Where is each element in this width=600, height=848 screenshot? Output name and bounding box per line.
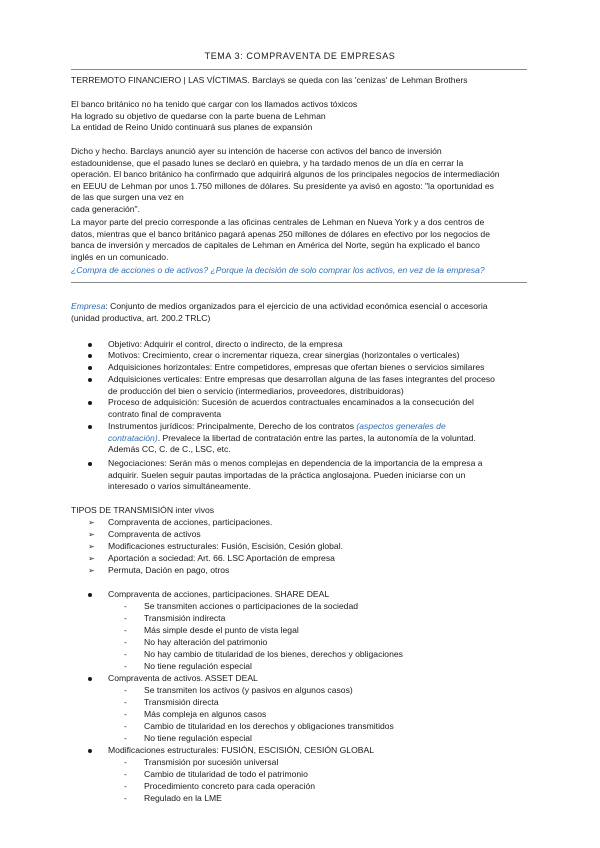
list-item: Negociaciones: Serán más o menos complejas en dependencia de la importancia de la empresa a adquirir. Suelen seguir pautas importadas de la práctica anglosajona. Pueden iniciarse con un interesado o varios simultáneamente. [88,458,528,493]
bullet-icon [88,378,92,382]
dash-icon: - [124,625,127,635]
news-paragraph-2 [71,217,527,263]
sub-item: - Más compleja en algunos casos [124,709,267,719]
dash-icon: - [124,601,127,611]
text-line: Dicho y hecho. Barclays anunció ayer su intención de hacerse con activos del banco de inversión [71,146,442,156]
list-item: Compraventa de acciones, participaciones. SHARE DEAL [88,589,528,601]
arrow-icon: ➢ [88,530,95,539]
sub-item: - Regulado en la LME [124,793,222,803]
sub-item: - Procedimiento concreto para cada operación [124,781,316,791]
section-heading: TIPOS DE TRANSMISIÓN inter vivos [71,505,215,515]
text-line: en EEUU de Lehman por unos 1.750 millones de dólares. Su presidente ya avisó en agosto: "la oportunidad es [71,180,494,191]
dash-icon: - [124,613,127,623]
sub-item: - Transmisión indirecta [124,613,226,623]
bullet-icon [88,677,92,681]
list-item: Adquisiciones verticales: Entre empresas que desarrollan alguna de las fases integrantes del proceso de producción del bien o servicio (intermediarios, proveedores, distribuidoras) [88,374,528,397]
sub-item: - Más simple desde el punto de vista legal [124,625,299,635]
text-line: banca de inversión y mercados de capitales de Lehman en América del Norte, según ha explicado el banco [71,240,480,251]
sub-item: - Se transmiten los activos (y pasivos en algunos casos) [124,685,353,695]
arrow-icon: ➢ [88,566,95,575]
dash-icon: - [124,757,127,767]
divider-bottom [71,282,527,283]
list-item: Modificaciones estructurales: FUSIÓN, ESCISIÓN, CESIÓN GLOBAL [88,745,528,757]
definition-term: Empresa [71,301,106,311]
definition-text: : Conjunto de medios organizados para el ejercicio de una actividad económica esencial o accesoria [105,301,488,311]
list-item: Objetivo: Adquirir el control, directo o indirecto, de la empresa [88,339,528,351]
list-item: Proceso de adquisición: Sucesión de acuerdos contractuales encaminados a la consecución del contrato final de compraventa [88,397,528,420]
dash-icon: - [124,637,127,647]
sub-item: - Se transmiten acciones o participaciones de la sociedad [124,601,359,611]
news-subhead: La entidad de Reino Unido continuará sus planes de expansión [71,122,313,133]
news-subhead: El banco británico no ha tenido que cargar con los llamados activos tóxicos [71,99,358,109]
list-item: ➢ Permuta, Dación en pago, otros [88,565,230,575]
sub-item: - No tiene regulación especial [124,733,252,743]
sub-item: - Cambio de titularidad en los derechos y obligaciones transmitidos [124,721,394,731]
sub-item: - Transmisión por sucesión universal [124,757,279,767]
text-line: operación. El banco británico ha confirmado que adquirirá algunos de los principales negocios de intermediación [71,169,500,180]
dash-icon: - [124,685,127,695]
text-line: cada generación". [71,203,140,214]
bullet-icon [88,366,92,370]
sub-item: - No hay cambio de titularidad de los bienes, derechos y obligaciones [124,649,403,659]
bullet-icon [88,343,92,347]
definition [71,301,527,324]
dash-icon: - [124,781,127,791]
news-question: ¿Compra de acciones o de activos? ¿Porque la decisión de solo comprar los activos, en vez de la empresa? [71,265,485,275]
link-aspectos-generales[interactable]: (aspectos generales de [356,421,446,431]
list-item: Adquisiciones horizontales: Entre competidores, empresas que ofertan bienes o servicios similares [88,362,528,374]
bullet-icon [88,593,92,597]
news-paragraph-1 [71,146,527,216]
sub-item: - Transmisión directa [124,697,219,707]
dash-icon: - [124,769,127,779]
text-line: estadounidense, que el pasado lunes se declaró en quiebra, y ha tardado menos de un día en cerrar la [71,157,464,168]
sub-item: - Cambio de titularidad de todo el patrimonio [124,769,308,779]
bullet-icon [88,401,92,405]
definition-ref: (unidad productiva, art. 200.2 TRLC) [71,312,211,323]
text-line: de las que surgen una vez en [71,192,184,203]
list-item: ➢ Aportación a sociedad: Art. 66. LSC Aportación de empresa [88,553,335,563]
dash-icon: - [124,793,127,803]
list-item: Compraventa de activos. ASSET DEAL [88,673,528,685]
dash-icon: - [124,709,127,719]
divider-top [71,69,527,70]
dash-icon: - [124,697,127,707]
page-title: TEMA 3: COMPRAVENTA DE EMPRESAS [204,51,396,61]
list-item: ➢ Compraventa de acciones, participaciones. [88,517,273,527]
sub-item: - No hay alteración del patrimonio [124,637,268,647]
bullet-icon [88,749,92,753]
link-contratacion[interactable]: contratación) [108,432,158,443]
bullet-icon [88,354,92,358]
news-headline: TERREMOTO FINANCIERO | LAS VÍCTIMAS. Barclays se queda con las 'cenizas' de Lehman Brothers [71,75,468,85]
bullet-icon [88,425,92,429]
arrow-icon: ➢ [88,542,95,551]
dash-icon: - [124,661,127,671]
dash-icon: - [124,733,127,743]
arrow-icon: ➢ [88,518,95,527]
list-item: Motivos: Crecimiento, crear o incrementar riqueza, crear sinergias (horizontales o verticales) [88,350,528,362]
news-subheads [71,99,527,134]
list-item: ➢ Modificaciones estructurales: Fusión, Escisión, Cesión global. [88,541,344,551]
text-line: La mayor parte del precio corresponde a las oficinas centrales de Lehman en Nueva York y a dos centros de [71,217,485,227]
bullet-icon [88,462,92,466]
dash-icon: - [124,649,127,659]
list-item: ➢ Compraventa de activos [88,529,201,539]
dash-icon: - [124,721,127,731]
sub-item: - No tiene regulación especial [124,661,252,671]
news-subhead: Ha logrado su objetivo de quedarse con la parte buena de Lehman [71,110,326,121]
arrow-icon: ➢ [88,554,95,563]
text-line: inglés en un comunicado. [71,251,169,262]
list-item: Instrumentos jurídicos: Principalmente, Derecho de los contratos (aspectos generales de contratación). Prevalece la libertad de contratación entre las partes, la autonomía de la voluntad. Además CC, C. de C., LSC, etc. [88,421,528,456]
text-line: datos, mientras que el banco británico pagará apenas 250 millones de dólares en efectivo por los negocios de [71,228,490,239]
